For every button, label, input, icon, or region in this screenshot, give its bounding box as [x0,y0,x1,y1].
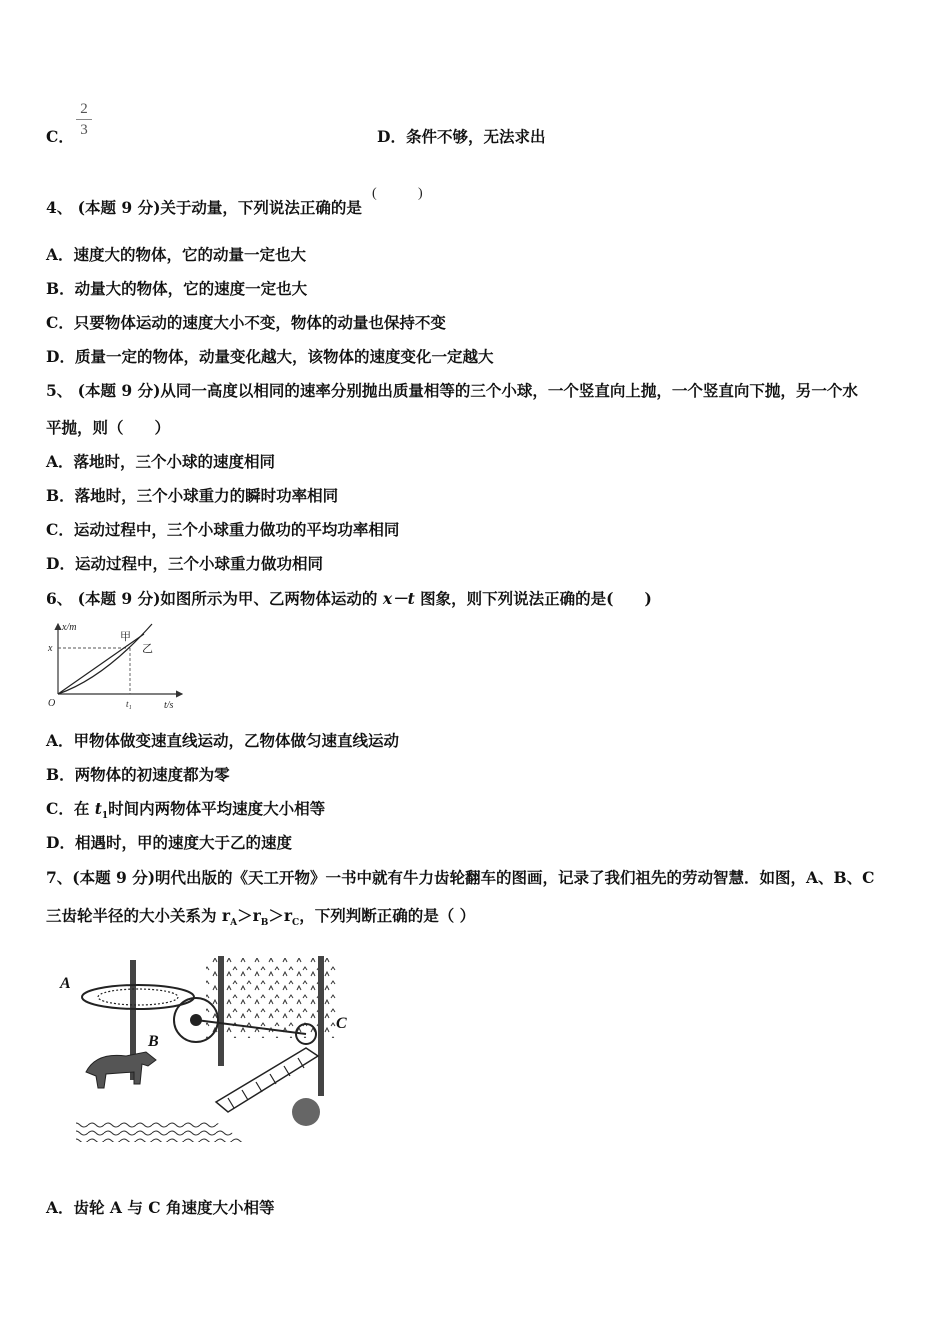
shed-post-right [318,956,324,1096]
rock-icon [292,1098,320,1126]
field-background [206,958,336,1038]
q7-sub-a: A [230,918,238,929]
q6-option-d: D．相遇时，甲的速度大于乙的速度 [46,833,292,852]
q6-xt-graph [44,618,188,714]
line-yi-label: 乙 [142,643,153,655]
q6-option-c-sub: 1 [101,811,109,822]
origin-label: O [48,698,56,709]
q4-option-a: A．速度大的物体，它的动量一定也大 [46,245,307,264]
shed-post-mid [218,956,224,1066]
gear-c-label: C [336,1015,347,1032]
river-hatching [76,1122,246,1142]
gear-a-label: A [60,975,71,992]
q5-option-a: A．落地时，三个小球的速度相同 [46,452,276,471]
q7-gt-2: ＞r [268,906,293,925]
q4-paren-open: ( [372,186,377,201]
q4-option-c: C．只要物体运动的速度大小不变，物体的动量也保持不变 [46,313,446,332]
x-tick-label: t₁ [126,699,132,709]
q6-stem-suffix: 图象，则下列说法正确的是( ) [414,589,652,608]
q7-gear-illustration [56,952,356,1152]
q6-option-c-suffix: 时间内两物体平均速度大小相等 [108,799,326,818]
q7-gt-1: ＞r [237,906,261,925]
q6-option-c [46,799,325,826]
q4-stem: 4、 (本题 9 分)关于动量，下列说法正确的是 [46,198,362,217]
q5-option-d: D．运动过程中，三个小球重力做功相同 [46,554,323,573]
y-axis-label: x/m [62,622,77,633]
q6-option-b: B．两物体的初速度都为零 [46,765,230,784]
x-axis-label: t/s [164,700,174,711]
q4-option-b: B．动量大的物体，它的速度一定也大 [46,279,308,298]
line-yi [58,634,144,694]
q6-stem-var: x－t [382,589,415,608]
q3-option-d: D．条件不够，无法求出 [377,127,546,146]
q5-stem-line2: 平抛，则（ ） [46,418,171,437]
q3-option-c-label: C． [46,127,74,146]
fraction-numerator: 2 [80,101,88,117]
q4-paren-close: ) [418,186,423,201]
q3-option-c-fraction [76,100,92,139]
q4-option-d: D．质量一定的物体，动量变化越大，该物体的速度变化一定越大 [46,347,494,366]
q5-stem-line1: 5、 (本题 9 分)从同一高度以相同的速率分别抛出质量相等的三个小球，一个竖直向上抛，一个竖直向下抛，另一个水 [46,381,858,400]
q7-stem-line2-suffix: ，下列判断正确的是（ ） [299,906,476,925]
chute-paddles [228,1058,304,1108]
q6-stem [46,589,652,609]
q7-stem-line2 [46,906,475,933]
gear-b-label: B [148,1033,159,1050]
q5-option-b: B．落地时，三个小球重力的瞬时功率相同 [46,486,339,505]
q7-stem-line1: 7、(本题 9 分)明代出版的《天工开物》一书中就有牛力齿轮翻车的图画，记录了我们祖先的劳动智慧．如图，A、B、C [46,868,875,887]
ox-icon [86,1052,156,1088]
fraction-denominator: 3 [80,122,88,138]
fraction-bar [76,119,92,120]
q6-option-a: A．甲物体做变速直线运动，乙物体做匀速直线运动 [46,731,400,750]
curve-jia-label: 甲 [120,631,131,643]
q6-option-c-var: t [94,799,102,818]
q6-stem-prefix: 6、 (本题 9 分)如图所示为甲、乙两物体运动的 [46,589,383,608]
q7-option-a: A．齿轮 A 与 C 角速度大小相等 [46,1198,275,1217]
q7-sub-c: C [292,918,300,929]
q5-option-c: C．运动过程中，三个小球重力做功的平均功率相同 [46,520,400,539]
q7-stem-line2-prefix: 三齿轮半径的大小关系为 r [46,906,231,925]
q6-option-c-prefix: C．在 [46,799,95,818]
q7-sub-b: B [260,918,269,929]
gear-a-inner [98,989,178,1005]
y-tick-label: x [48,643,53,654]
